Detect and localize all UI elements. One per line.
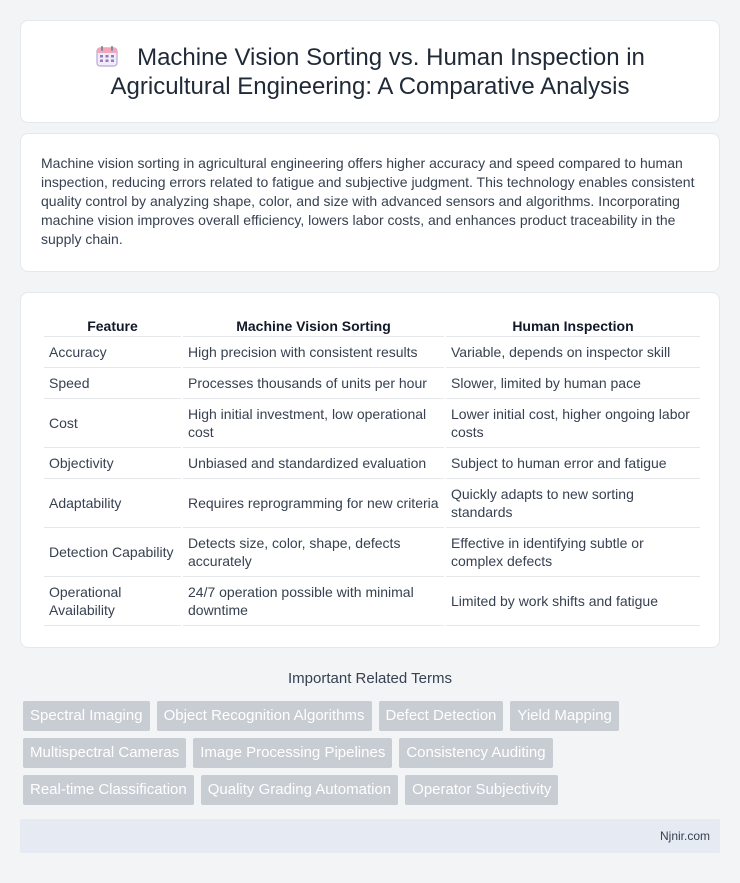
calendar-icon bbox=[95, 44, 119, 68]
table-cell: Speed bbox=[44, 368, 181, 399]
table-cell: Detection Capability bbox=[44, 528, 181, 577]
related-term-tag[interactable]: Multispectral Cameras bbox=[23, 738, 186, 768]
related-term-tag[interactable]: Quality Grading Automation bbox=[201, 775, 398, 805]
comparison-table-card bbox=[20, 292, 720, 648]
related-terms-heading: Important Related Terms bbox=[288, 670, 452, 687]
table-row bbox=[44, 337, 700, 368]
table-header-row bbox=[44, 313, 700, 337]
footer-site-name[interactable]: Njnir.com bbox=[659, 829, 710, 843]
table-cell: Lower initial cost, higher ongoing labor costs bbox=[446, 399, 700, 448]
column-header: Machine Vision Sorting bbox=[183, 313, 444, 337]
table-row bbox=[44, 577, 700, 626]
comparison-table bbox=[42, 313, 702, 626]
related-term-tag[interactable]: Real-time Classification bbox=[23, 775, 194, 805]
table-row bbox=[44, 479, 700, 528]
column-header: Human Inspection bbox=[446, 313, 700, 337]
table-cell: Objectivity bbox=[44, 448, 181, 479]
table-cell: High initial investment, low operational cost bbox=[183, 399, 444, 448]
footer bbox=[20, 819, 720, 853]
table-cell: Slower, limited by human pace bbox=[446, 368, 700, 399]
table-cell: Detects size, color, shape, defects accurately bbox=[183, 528, 444, 577]
table-row bbox=[44, 399, 700, 448]
table-cell: High precision with consistent results bbox=[183, 337, 444, 368]
table-row bbox=[44, 448, 700, 479]
related-term-tag[interactable]: Spectral Imaging bbox=[23, 701, 150, 731]
related-term-tag[interactable]: Yield Mapping bbox=[510, 701, 619, 731]
table-cell: Limited by work shifts and fatigue bbox=[446, 577, 700, 626]
table-cell: Effective in identifying subtle or complex defects bbox=[446, 528, 700, 577]
table-cell: Unbiased and standardized evaluation bbox=[183, 448, 444, 479]
related-term-tag[interactable]: Operator Subjectivity bbox=[405, 775, 558, 805]
table-row bbox=[44, 528, 700, 577]
page-title-text: Machine Vision Sorting vs. Human Inspection in Agricultural Engineering: A Comparative Analysis bbox=[110, 43, 645, 100]
table-cell: Accuracy bbox=[44, 337, 181, 368]
related-term-tag[interactable]: Object Recognition Algorithms bbox=[157, 701, 372, 731]
page-title bbox=[41, 43, 699, 101]
table-cell: Operational Availability bbox=[44, 577, 181, 626]
table-cell: Quickly adapts to new sorting standards bbox=[446, 479, 700, 528]
table-cell: Cost bbox=[44, 399, 181, 448]
table-cell: Subject to human error and fatigue bbox=[446, 448, 700, 479]
related-term-tag[interactable]: Defect Detection bbox=[379, 701, 504, 731]
table-cell: Adaptability bbox=[44, 479, 181, 528]
related-term-tag[interactable]: Consistency Auditing bbox=[399, 738, 552, 768]
title-card bbox=[20, 20, 720, 123]
related-term-tag[interactable]: Image Processing Pipelines bbox=[193, 738, 392, 768]
summary-card bbox=[20, 133, 720, 272]
table-cell: Variable, depends on inspector skill bbox=[446, 337, 700, 368]
table-cell: Requires reprogramming for new criteria bbox=[183, 479, 444, 528]
table-cell: 24/7 operation possible with minimal downtime bbox=[183, 577, 444, 626]
summary-text: Machine vision sorting in agricultural engineering offers higher accuracy and speed compared to human inspection, reducing errors related to fatigue and subjective judgment. This technology enables consistent quality control by analyzing shape, color, and size with advanced sensors and algorithms. Incorporating machine vision improves overall efficiency, lowers labor costs, and enhances product traceability in the supply chain. bbox=[41, 155, 695, 247]
table-row bbox=[44, 368, 700, 399]
table-cell: Processes thousands of units per hour bbox=[183, 368, 444, 399]
column-header: Feature bbox=[44, 313, 181, 337]
related-terms-list bbox=[23, 701, 723, 805]
